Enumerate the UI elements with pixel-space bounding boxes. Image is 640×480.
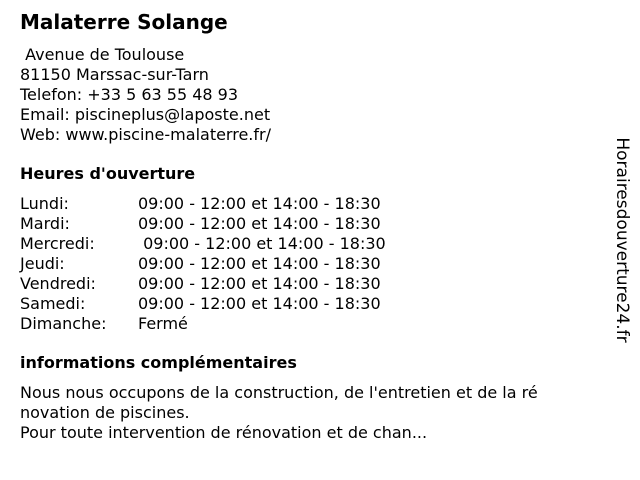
web-line: Web: www.piscine-malaterre.fr/: [20, 125, 271, 144]
time-value: 09:00 - 12:00 et 14:00 - 18:30: [138, 274, 381, 293]
phone-line: Telefon: +33 5 63 55 48 93: [20, 85, 239, 104]
hours-row-friday: [20, 274, 605, 294]
email-line: Email: piscineplus@laposte.net: [20, 105, 271, 124]
hours-heading: Heures d'ouverture: [20, 164, 196, 183]
hours-row-thursday: [20, 254, 605, 274]
hours-row-saturday: [20, 294, 605, 314]
business-card: [20, 8, 605, 443]
contact-block: [20, 45, 605, 145]
hours-row-sunday: [20, 314, 605, 334]
time-value: 09:00 - 12:00 et 14:00 - 18:30: [138, 294, 381, 313]
time-value: 09:00 - 12:00 et 14:00 - 18:30: [138, 214, 381, 233]
day-label: Samedi:: [20, 294, 86, 313]
day-label: Jeudi:: [20, 254, 65, 273]
time-value: Fermé: [138, 314, 188, 333]
info-text: [20, 383, 605, 443]
address-street: Avenue de Toulouse: [20, 45, 185, 64]
day-label: Mercredi:: [20, 234, 95, 253]
time-value: 09:00 - 12:00 et 14:00 - 18:30: [138, 234, 386, 253]
address-city: 81150 Marssac-sur-Tarn: [20, 65, 209, 84]
day-label: Mardi:: [20, 214, 70, 233]
day-label: Dimanche:: [20, 314, 107, 333]
site-watermark: Horairesdouverture24.fr: [612, 137, 632, 343]
hours-row-tuesday: [20, 214, 605, 234]
info-line: Pour toute intervention de rénovation et de chan...: [20, 423, 428, 442]
info-heading: informations complémentaires: [20, 353, 297, 372]
time-value: 09:00 - 12:00 et 14:00 - 18:30: [138, 254, 381, 273]
hours-row-wednesday: [20, 234, 605, 254]
business-name: Malaterre Solange: [20, 10, 228, 34]
hours-table: [20, 194, 605, 334]
hours-row-monday: [20, 194, 605, 214]
day-label: Lundi:: [20, 194, 69, 213]
info-line: Nous nous occupons de la construction, de l'entretien et de la ré: [20, 383, 538, 402]
info-line: novation de piscines.: [20, 403, 190, 422]
time-value: 09:00 - 12:00 et 14:00 - 18:30: [138, 194, 381, 213]
day-label: Vendredi:: [20, 274, 96, 293]
